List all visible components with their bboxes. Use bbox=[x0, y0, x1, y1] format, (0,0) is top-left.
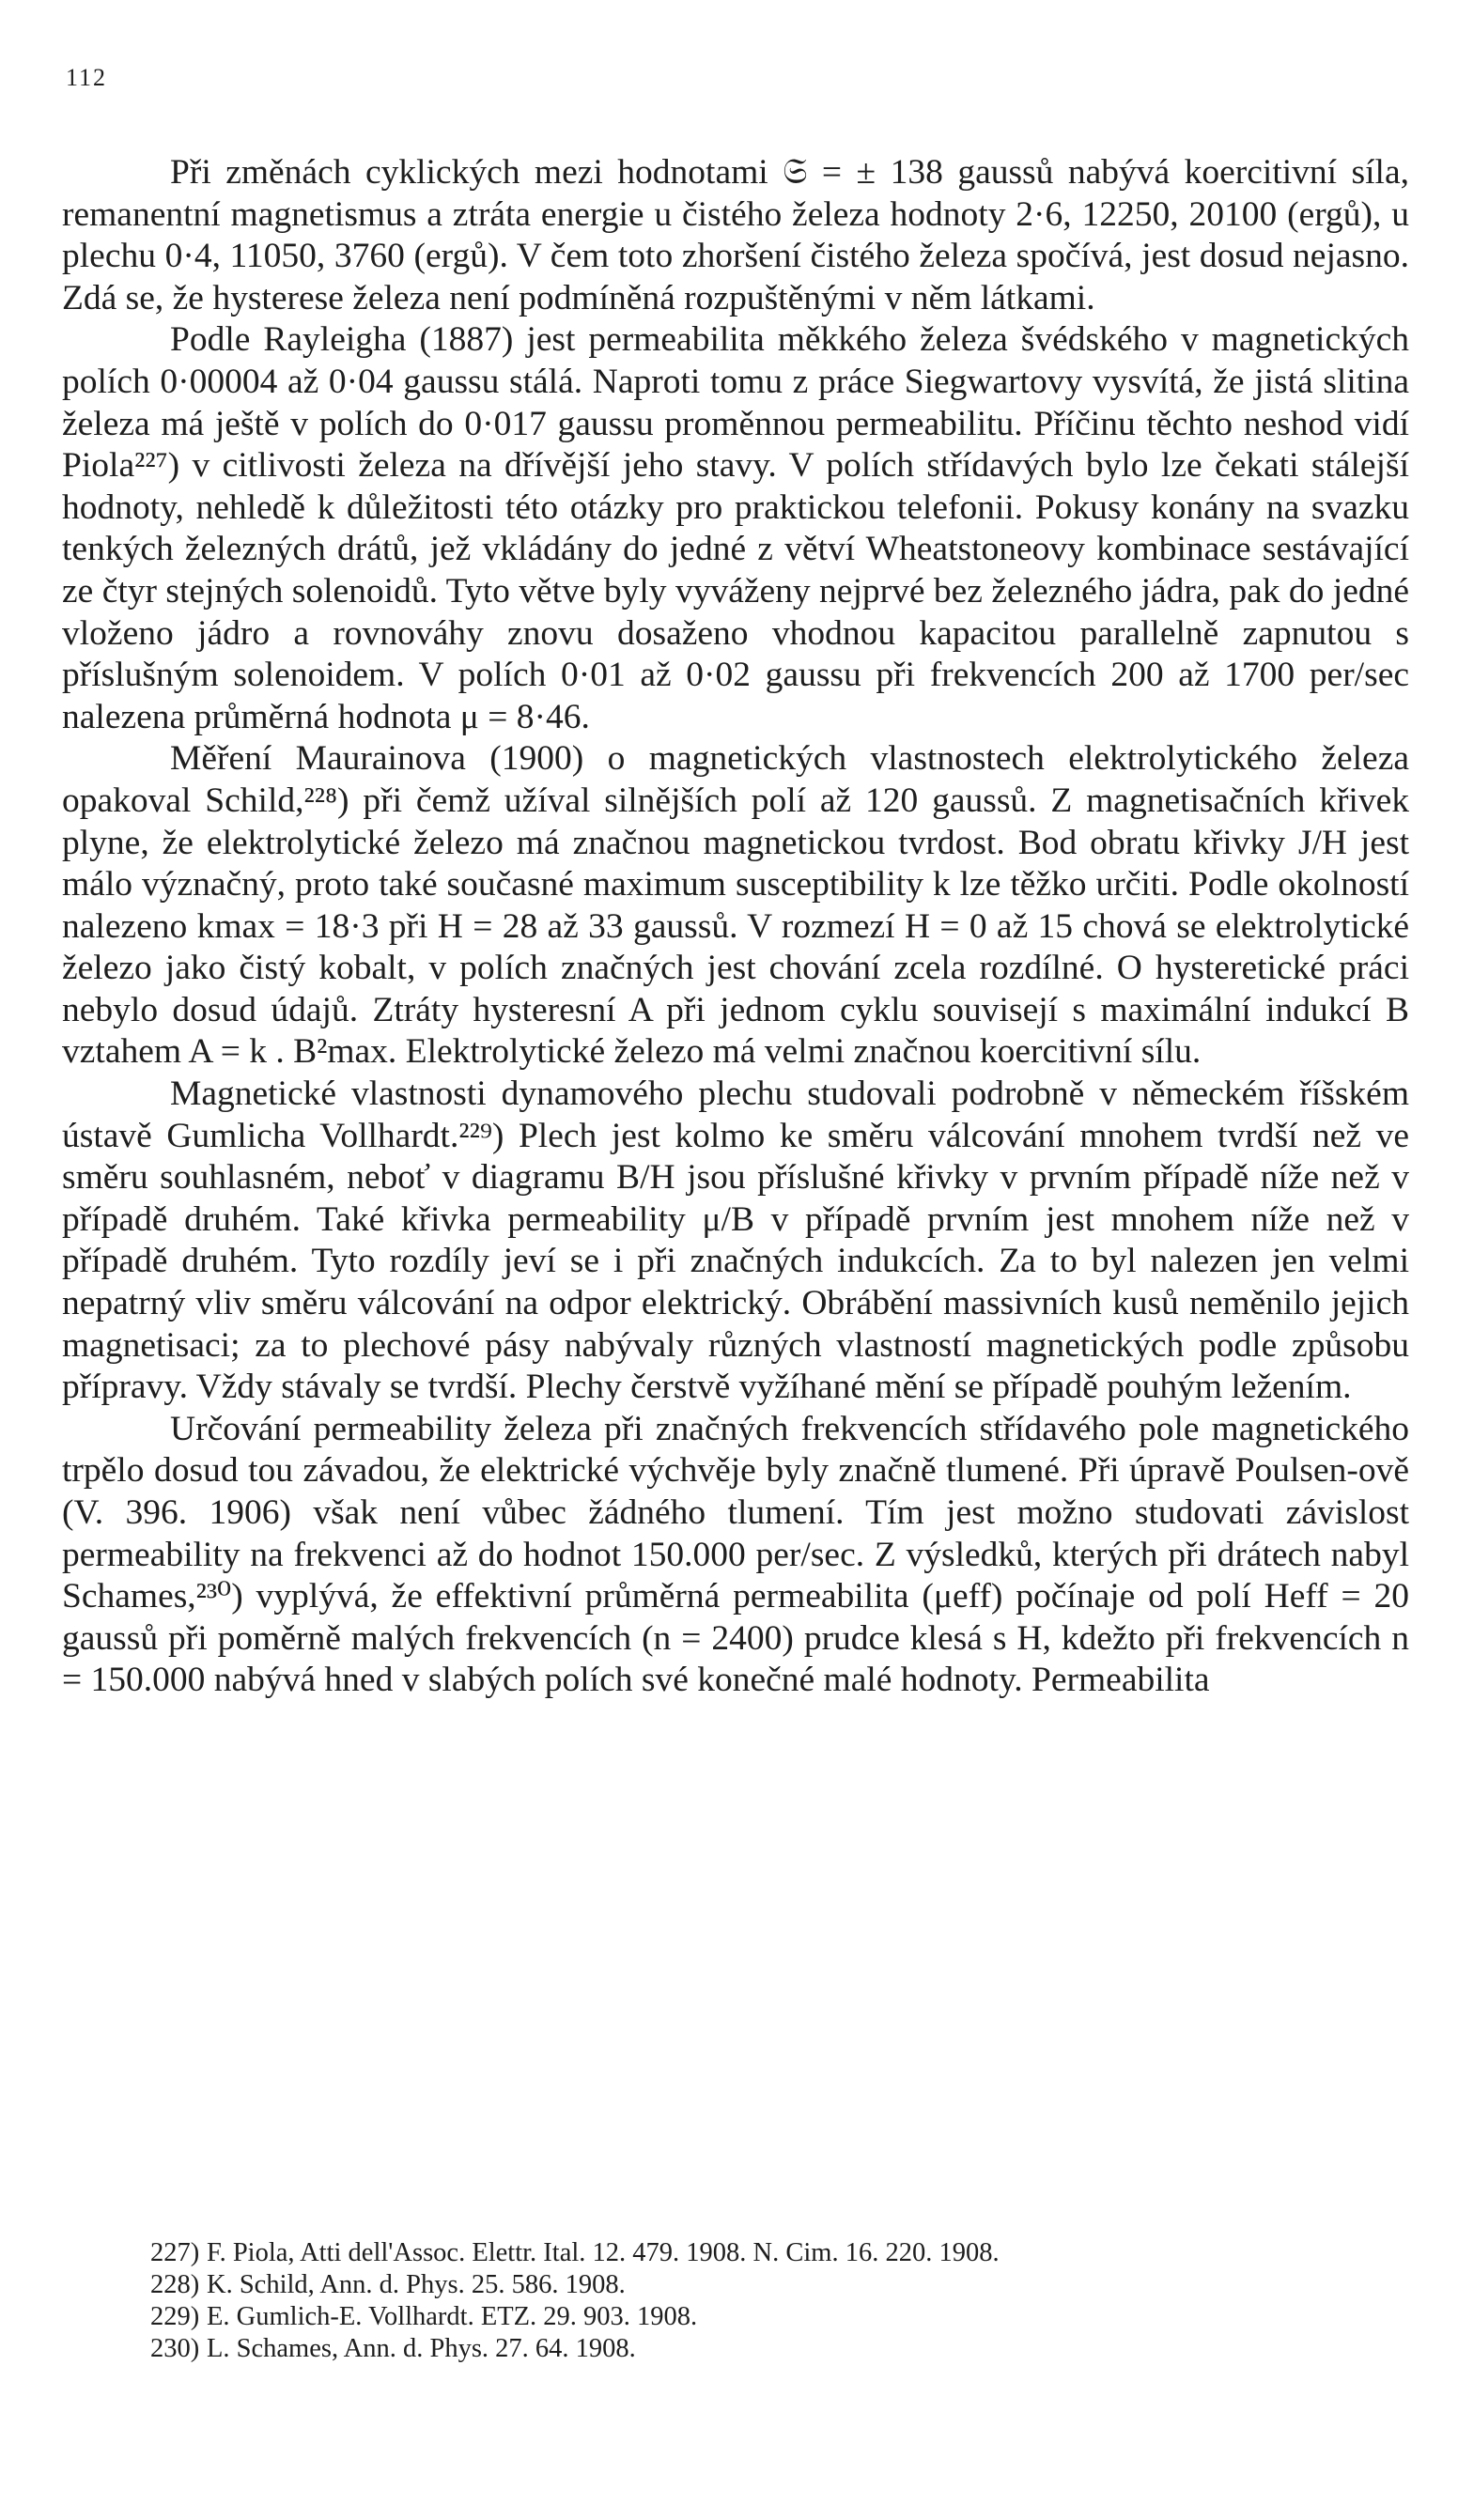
footnote-text: K. Schild, Ann. d. Phys. 25. 586. 1908. bbox=[207, 2270, 626, 2299]
paragraph-4: Magnetické vlastnosti dynamového plechu studovali podrobně v německém říšském ústavě Gumlicha Vollhardt.²²⁹) Plech jest kolmo ke směru válcování mnohem tvrdší než ve směru souhlasném, neboť v diagramu B/H jsou příslušné křivky v prvním případě níže než v případě druhém. Také křivka permeability μ/B v případě prvním jest mnohem níže než v případě druhém. Tyto rozdíly jeví se i při značných indukcích. Za to byl nalezen jen velmi nepatrný vliv směru válcování na odpor elektrický. Obrábění massivních kusů neměnilo jejich magnetisaci; za to plechové pásy nabývaly různých vlastností magnetických podle způsobu přípravy. Vždy stávaly se tvrdší. Plechy čerstvě vyžíhané mění se případě pouhým ležením. bbox=[62, 1074, 1409, 1407]
footnote-ref: 230) bbox=[150, 2334, 200, 2363]
body-text bbox=[62, 152, 1409, 1702]
footnote-230 bbox=[150, 2333, 1409, 2365]
paragraph-3: Měření Maurainova (1900) o magnetických vlastnostech elektrolytického železa opakoval Schild,²²⁸) při čemž užíval silnějších polí až 120 gaussů. Z magnetisačních křivek plyne, že elektrolytické železo má značnou magnetickou tvrdost. Bod obratu křivky J/H jest málo význačný, proto také současné maximum susceptibility k lze těžko určiti. Podle okolností nalezeno kmax = 18·3 při H = 28 až 33 gaussů. V rozmezí H = 0 až 15 chová se elektrolytické železo jako čistý kobalt, v polích značných jest chování zcela rozdílné. O hysteretické práci nebylo dosud údajů. Ztráty hysteresní A při jednom cyklu souvisejí s maximální indukcí B vztahem A = k . B²max. Elektrolytické železo má velmi značnou koercitivní sílu. bbox=[62, 739, 1409, 1072]
footnote-ref: 229) bbox=[150, 2302, 200, 2331]
footnote-228 bbox=[150, 2269, 1409, 2301]
footnote-text: L. Schames, Ann. d. Phys. 27. 64. 1908. bbox=[207, 2334, 636, 2363]
footnote-text: F. Piola, Atti dell'Assoc. Elettr. Ital. 12. 479. 1908. N. Cim. 16. 220. 1908. bbox=[207, 2238, 1000, 2267]
page-number: 112 bbox=[66, 64, 108, 91]
footnote-ref: 228) bbox=[150, 2270, 200, 2299]
footnote-227 bbox=[150, 2237, 1409, 2269]
footnote-229 bbox=[150, 2301, 1409, 2333]
paragraph-1: Při změnách cyklických mezi hodnotami 𝔖 = ± 138 gaussů nabývá koercitivní síla, remanentní magnetismus a ztráta energie u čistého železa hodnoty 2·6, 12250, 20100 (ergů), u plechu 0·4, 11050, 3760 (ergů). V čem toto zhoršení čistého železa spočívá, jest dosud nejasno. Zdá se, že hysterese železa není podmíněná rozpuštěnými v něm látkami. bbox=[62, 153, 1409, 317]
footnote-text: E. Gumlich-E. Vollhardt. ETZ. 29. 903. 1908. bbox=[207, 2302, 698, 2331]
paragraph-5: Určování permeability železa při značných frekvencích střídavého pole magnetického trpělo dosud tou závadou, že elektrické výchvěje byly značně tlumené. Při úpravě Poulsen-ově (V. 396. 1906) však není vůbec žádného tlumení. Tím jest možno studovati závislost permeability na frekvenci až do hodnot 150.000 per/sec. Z výsledků, kterých při drátech nabyl Schames,²³⁰) vyplývá, že effektivní průměrná permeabilita (μeff) počínaje od polí Heff = 20 gaussů při poměrně malých frekvencích (n = 2400) prudce klesá s H, kdežto při frekvencích n = 150.000 nabývá hned v slabých polích své konečné malé hodnoty. Permeabilita bbox=[62, 1409, 1409, 1700]
footnotes bbox=[150, 2237, 1409, 2365]
footnote-ref: 227) bbox=[150, 2238, 200, 2267]
paragraph-2: Podle Rayleigha (1887) jest permeabilita měkkého železa švédského v magnetických polích 0·00004 až 0·04 gaussu stálá. Naproti tomu z práce Siegwartovy vysvítá, že jistá slitina železa má ještě v polích do 0·017 gaussu proměnnou permeabilitu. Příčinu těchto neshod vidí Piola²²⁷) v citlivosti železa na dřívější jeho stavy. V polích střídavých bylo lze čekati stálejší hodnoty, nehledě k důležitosti této otázky pro praktickou telefonii. Pokusy konány na svazku tenkých železných drátů, jež vkládány do jedné z větví Wheatstoneovy kombinace sestávající ze čtyr stejných solenoidů. Tyto větve byly vyváženy nejprvé bez železného jádra, pak do jedné vloženo jádro a rovnováhy znovu dosaženo vhodnou kapacitou parallelně zapnutou s příslušným solenoidem. V polích 0·01 až 0·02 gaussu při frekvencích 200 až 1700 per/sec nalezena průměrná hodnota μ = 8·46. bbox=[62, 320, 1409, 736]
